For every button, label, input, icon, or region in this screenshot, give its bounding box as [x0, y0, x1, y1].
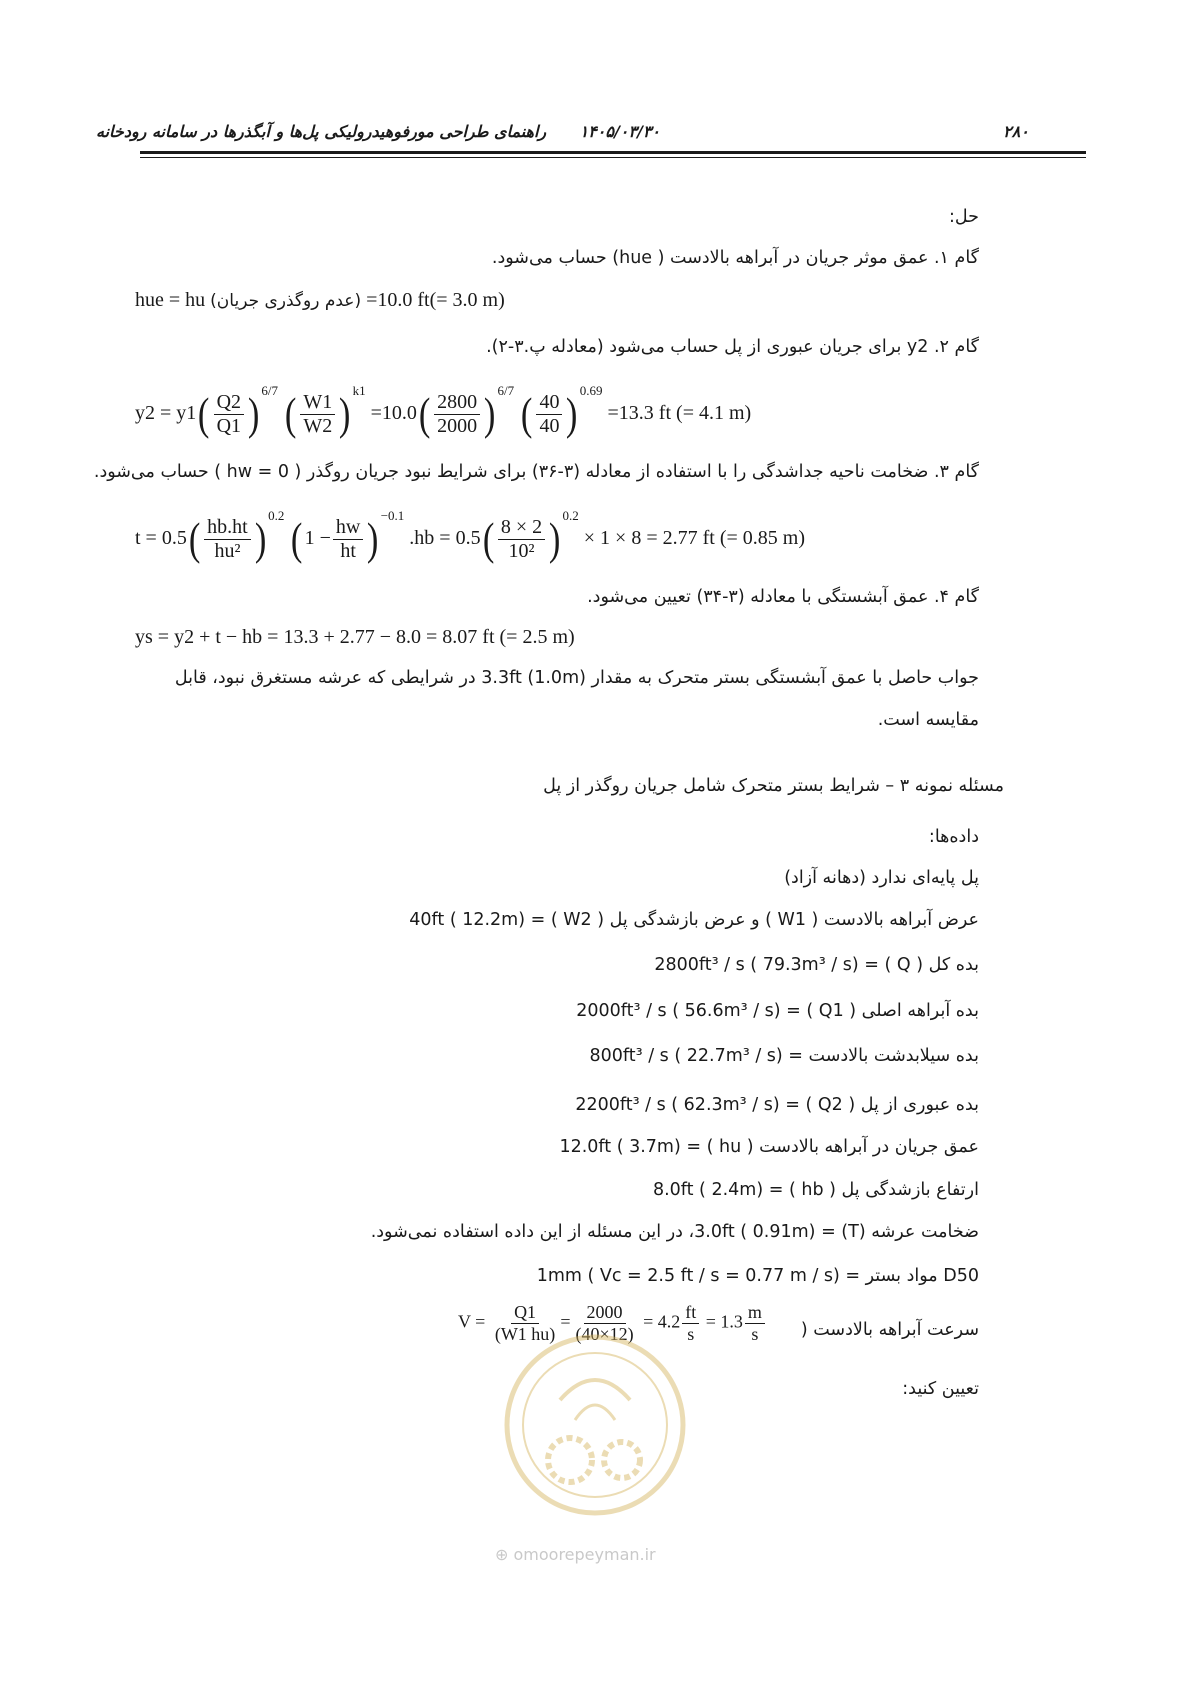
header-rule-thin: [140, 157, 1086, 158]
eq1-note: (عدم روگذری جریان): [210, 291, 362, 311]
eq1-lhs: hue = hu: [135, 289, 206, 311]
watermark-text: [495, 1545, 656, 1564]
data-item: ارتفاع بازشدگی پل ( hb ) = 8.0ft ( 2.4m): [652, 1180, 979, 1200]
vel-unit1-den: s: [687, 1323, 695, 1344]
vel-lhs: V =: [458, 1311, 486, 1332]
data-item: عمق جریان در آبراهه بالادست ( hu ) = 12.0ft ( 3.7m): [559, 1137, 979, 1157]
data-item: عرض آبراهه بالادست ( W1 ) و عرض بازشدگی پل ( W2 ) = 40ft ( 12.2m): [409, 910, 979, 930]
eq2-frac1-num: Q2: [214, 391, 244, 415]
eq3-frac3-den: 10²: [508, 539, 535, 562]
equation-4: ys = y2 + t − hb = 13.3 + 2.77 − 8.0 = 8.07 ft (= 2.5 m): [135, 626, 575, 648]
eq2-frac4-num: 40: [536, 391, 562, 415]
eq2-frac2-num: W1: [300, 391, 335, 415]
step-2: گام ۲. y2 برای جریان عبوری از پل حساب می‌شود (معادله پ.۳-۲).: [486, 337, 979, 357]
vel-mid2: = 1.3: [705, 1311, 743, 1332]
eq2-lhs: y2 = y1: [135, 402, 197, 424]
eq3-lhs: t = 0.5: [135, 527, 187, 549]
data-item: پل پایه‌ای ندارد (دهانه آزاد): [784, 868, 979, 888]
equation-1: [135, 289, 505, 312]
data-item: بده سیلابدشت بالادست = 800ft³ / s ( 22.7m³ / s): [589, 1046, 979, 1066]
watermark-url: omoorepeyman.ir: [513, 1545, 656, 1564]
eq2-rhs: =13.3 ft (= 4.1 m): [607, 402, 752, 424]
running-header-date: ۱۴۰۵/۰۳/۳۰: [579, 122, 660, 141]
eq3-exp2: −0.1: [380, 508, 405, 523]
problem-title: مسئله نمونه ۳ – شرایط بستر متحرک شامل جریان روگذر از پل: [543, 776, 1004, 796]
data-item: D50 مواد بستر = 1mm ( Vc = 2.5 ft / s = 0.77 m / s): [536, 1266, 979, 1286]
vel-unit2-num: m: [745, 1302, 765, 1324]
eq2-frac3-den: 2000: [437, 414, 478, 437]
eq3-frac1-num: hb.ht: [204, 516, 251, 540]
data-item: بده کل ( Q ) = 2800ft³ / s ( 79.3m³ / s): [654, 955, 979, 975]
running-header-text: راهنمای طراحی مورفوهیدرولیکی پل‌ها و آبگذرها در سامانه رودخانه: [96, 122, 547, 141]
eq3-exp3: 0.2: [562, 508, 579, 523]
eq3-frac2-den: ht: [340, 539, 356, 562]
page-number: ۲۸۰: [1003, 122, 1029, 141]
eq3-frac3-num: 8 × 2: [498, 516, 545, 540]
determine-label: تعیین کنید:: [902, 1379, 979, 1399]
solution-label: حل:: [949, 207, 979, 227]
data-item: بده عبوری از پل ( Q2 ) = 2200ft³ / s ( 62.3m³ / s): [575, 1095, 979, 1115]
eq3-rhs: × 1 × 8 = 2.77 ft (= 0.85 m): [583, 527, 805, 549]
eq3-exp1: 0.2: [268, 508, 285, 523]
eq2-exp4: 0.69: [579, 383, 603, 398]
velocity-label: سرعت آبراهه بالادست (: [800, 1320, 979, 1340]
running-header-title: [96, 122, 660, 141]
vel-frac1-den: (W1 hu): [494, 1323, 556, 1344]
header-rule-thick: [140, 151, 1086, 154]
step-3: گام ۳. ضخامت ناحیه جداشدگی را با استفاده از معادله (۳-۳۶) برای شرایط نبود جریان روگذر ( hw = 0 ) حساب می‌شود.: [93, 462, 979, 482]
answer-line-1: جواب حاصل با عمق آبشستگی بستر متحرک به مقدار 3.3ft (1.0m) در شرایطی که عرشه مستغرق نبود، قابل: [174, 668, 979, 688]
vel-unit2-den: s: [751, 1323, 759, 1344]
eq2-frac2-den: W2: [303, 414, 333, 437]
eq3-mid: .hb = 0.5: [409, 527, 481, 549]
eq2-frac4-den: 40: [539, 414, 560, 437]
velocity-equation: V = $\frac{Q1}{(W1 hu)}$ = $\frac{2000}{(40\times 12)}$ = 4.2 $\frac{ft}{s}$ = 1.3 $\frac{m}{s}$: [458, 1302, 767, 1344]
vel-unit1-num: ft: [682, 1302, 699, 1324]
vel-frac1-num: Q1: [511, 1302, 539, 1324]
eq3-term2-pre: 1 −: [304, 527, 331, 549]
eq2-exp1: 6/7: [261, 383, 279, 398]
eq1-rhs: =10.0 ft(= 3.0 m): [366, 289, 505, 311]
eq2-frac1-den: Q1: [216, 414, 242, 437]
step-4: گام ۴. عمق آبشستگی با معادله (۳-۳۴) تعیین می‌شود.: [587, 587, 979, 607]
watermark-seal-icon: [500, 1330, 690, 1520]
data-label: داده‌ها:: [928, 827, 979, 847]
vel-frac2-den: (40×12): [575, 1323, 634, 1344]
eq2-mid: =10.0: [370, 402, 417, 424]
step-1: گام ۱. عمق موثر جریان در آبراهه بالادست ( hue) حساب می‌شود.: [491, 248, 979, 268]
equation-2: y2 = y1( $\frac{Q2}{Q1}$ ) $^{6/7}$ ( $\frac{W1}{W2}$ ) $^{k1}$ =10.0( $\frac{2800}{2000}$ ) $^{6/7}$ ( $\frac{40}{40}$ ) $^{0.69}$ =13.3 ft (= 4.1 m): [135, 383, 752, 440]
answer-line-2: مقایسه است.: [877, 710, 979, 730]
vel-mid: = 4.2: [643, 1311, 681, 1332]
eq3-frac2-num: hw: [333, 516, 363, 540]
eq2-exp3: 6/7: [497, 383, 515, 398]
eq3-frac1-den: hu²: [214, 539, 241, 562]
watermark-globe-icon: ⊕: [495, 1545, 509, 1564]
equation-3: t = 0.5( $\frac{hb.ht}{\text{hu²}}$ ) $^{0.2}$ (1 − $\frac{hw}{ht}$ ) $^{-0.1}$ .hb = 0.5( $\frac{8 \times 2}{\text{10²}}$ ) $^{0.2}$ × 1 × 8 = 2.77 ft (= 0.85 m): [135, 508, 805, 565]
data-item: بده آبراهه اصلی ( Q1 ) = 2000ft³ / s ( 56.6m³ / s): [576, 1001, 979, 1021]
data-item: ضخامت عرشه (T) = 3.0ft ( 0.91m)، در این مسئله از این داده استفاده نمی‌شود.: [370, 1222, 979, 1242]
vel-frac2-num: 2000: [584, 1302, 626, 1324]
eq2-exp2: k1: [352, 383, 366, 398]
eq2-frac3-num: 2800: [434, 391, 480, 415]
